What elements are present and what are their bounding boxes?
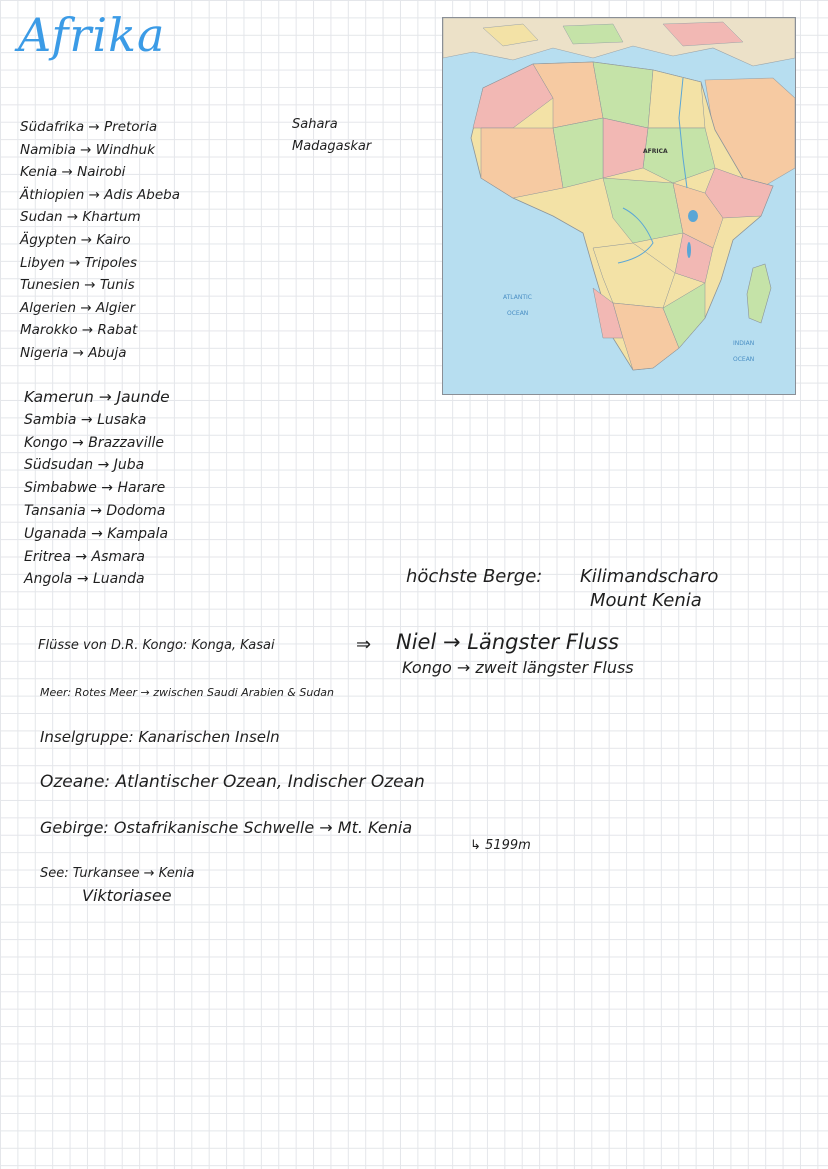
mountain-range-height: ↳ 5199m (470, 838, 531, 853)
mountains-label: höchste Berge: (406, 566, 543, 587)
list-item: Angola → Luanda (24, 571, 145, 588)
list-item: Tunesien → Tunis (20, 277, 135, 294)
rivers-fact-1: Niel → Längster Fluss (396, 630, 619, 654)
rivers-arrow: ⇒ (356, 634, 372, 655)
islands-line: Inselgruppe: Kanarischen Inseln (40, 728, 280, 746)
page-title: Afrika (18, 8, 166, 62)
list-item: Südafrika → Pretoria (20, 119, 158, 135)
africa-map-graphic (443, 18, 795, 394)
list-item: Libyen → Tripoles (20, 254, 138, 271)
list-item: Sudan → Khartum (20, 209, 141, 226)
map-ocean-label: OCEAN (733, 356, 755, 363)
list-item: Eritrea → Asmara (24, 548, 145, 565)
list-item: Algerien → Algier (20, 299, 136, 316)
lakes-line-1: See: Turkansee → Kenia (40, 866, 195, 881)
map-ocean-label: INDIAN (733, 340, 755, 347)
list-item: Südsudan → Juba (24, 457, 145, 474)
rivers-line: Flüsse von D.R. Kongo: Konga, Kasai (38, 638, 275, 653)
list-item: Simbabwe → Harare (24, 480, 166, 497)
list-item: Kongo → Brazzaville (24, 434, 164, 451)
region-sahara: Sahara (292, 117, 338, 132)
list-item: Namibia → Windhuk (20, 141, 155, 158)
oceans-line: Ozeane: Atlantischer Ozean, Indischer Ozean (40, 772, 425, 792)
map-ocean-label: ATLANTIC (503, 294, 533, 301)
rivers-fact-2: Kongo → zweit längster Fluss (402, 658, 634, 677)
capitals-list-2 (24, 386, 284, 591)
map-continent-label: AFRICA (643, 148, 668, 155)
sea-line: Meer: Rotes Meer → zwischen Saudi Arabien & Sudan (40, 686, 335, 699)
mountain-range-line: Gebirge: Ostafrikanische Schwelle → Mt. Kenia (40, 818, 413, 837)
region-madagaskar: Madagaskar (292, 139, 372, 154)
map-ocean-label: OCEAN (507, 310, 529, 317)
list-item: Äthiopien → Adis Abeba (20, 186, 181, 203)
list-item: Kamerun → Jaunde (24, 388, 170, 406)
africa-map (442, 17, 796, 395)
mountains-line1: Kilimandscharo (580, 566, 719, 587)
list-item: Uganada → Kampala (24, 525, 169, 542)
list-item: Marokko → Rabat (20, 322, 138, 339)
list-item: Ägypten → Kairo (20, 231, 131, 248)
capitals-list (20, 116, 280, 365)
list-item: Sambia → Lusaka (24, 411, 147, 428)
list-item: Kenia → Nairobi (20, 164, 126, 181)
list-item: Nigeria → Abuja (20, 344, 127, 361)
list-item: Tansania → Dodoma (24, 502, 166, 519)
mountains-line2: Mount Kenia (590, 590, 702, 611)
lakes-line-2: Viktoriasee (82, 886, 172, 905)
